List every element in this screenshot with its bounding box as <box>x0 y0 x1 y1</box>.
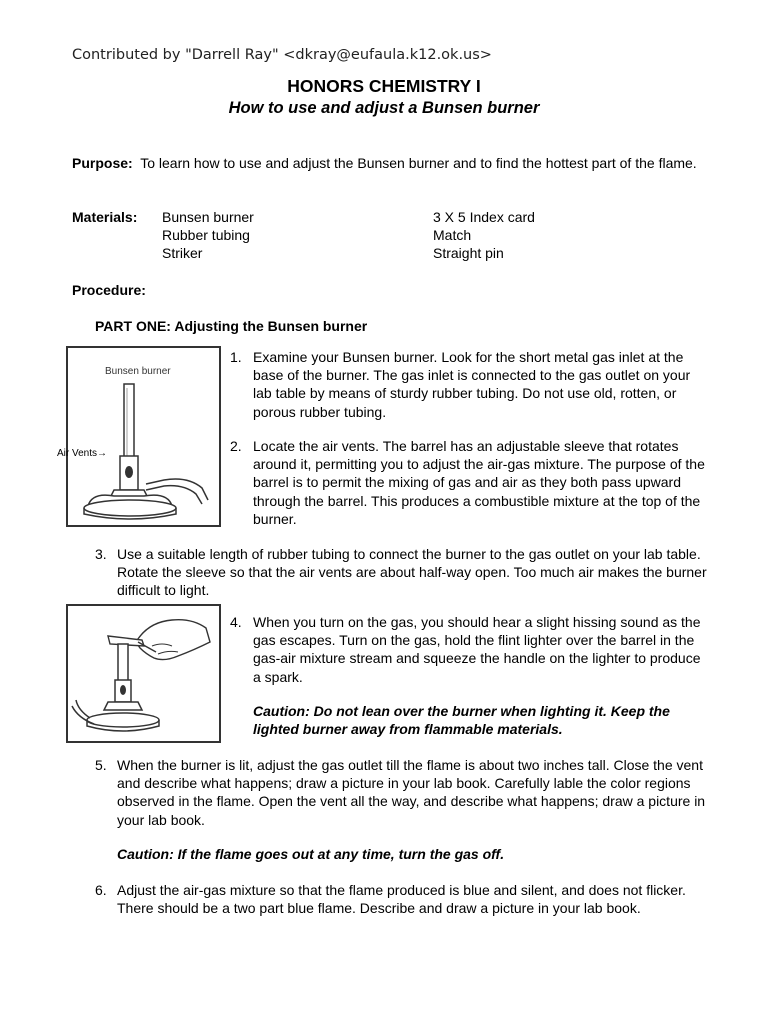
step-text: Adjust the air-gas mixture so that the flame produced is blue and silent, and does not flicker. There should be a two part blue flame. Describe and draw a picture in your lab book. <box>117 882 686 917</box>
step-number: 3. <box>95 546 107 562</box>
material-item: 3 X 5 Index card <box>433 209 535 225</box>
caution-text: Caution: If the flame goes out at any time, turn the gas off. <box>117 846 505 862</box>
material-item: Match <box>433 227 472 244</box>
material-item: Bunsen burner <box>162 209 254 225</box>
material-item: Straight pin <box>433 245 504 262</box>
purpose-text: To learn how to use and adjust the Bunsen burner and to find the hottest part of the flame. <box>140 155 697 171</box>
step-text: When you turn on the gas, you should hear a slight hissing sound as the gas escapes. Turn on the gas, hold the flint lighter over the barrel in the gas-air mixture stream and squeeze the handle on the lighter to produce a spark. <box>253 614 701 685</box>
page-subtitle: How to use and adjust a Bunsen burner <box>228 99 540 117</box>
step-number: 1. <box>230 349 242 365</box>
contributor-line: Contributed by "Darrell Ray" <dkray@eufaula.k12.ok.us> <box>72 47 492 63</box>
purpose-section <box>72 154 712 172</box>
bunsen-burner-illustration <box>68 348 219 525</box>
step-number: 2. <box>230 438 242 454</box>
step-text: Use a suitable length of rubber tubing to connect the burner to the gas outlet on your lab table. Rotate the sleeve so that the air vents are about half-way open. Too much air makes the burner difficult to light. <box>117 546 707 599</box>
step-number: 5. <box>95 757 107 773</box>
step-number: 4. <box>230 614 242 630</box>
step-text: Locate the air vents. The barrel has an adjustable sleeve that rotates around it, permitting you to adjust the air-gas mixture. The purpose of the barrel is to permit the mixing of gas and air as they both pass upward through the barrel. This produces a combustible mixture at the top of the burner. <box>253 438 705 527</box>
air-vents-text: Air Vents <box>57 448 98 459</box>
page-title: HONORS CHEMISTRY I <box>287 76 481 96</box>
caution-text: Caution: Do not lean over the burner when lighting it. Keep the lighted burner away from flammable materials. <box>253 703 670 738</box>
step-text: When the burner is lit, adjust the gas outlet till the flame is about two inches tall. Close the vent and describe what happens; draw a picture in your lab book. Carefully lable the color regions observed in the flame. Open the vent all the way, and describe what happens; draw a picture in your lab book. <box>117 757 706 828</box>
lighting-burner-illustration <box>68 606 219 741</box>
material-item: Rubber tubing <box>162 227 250 244</box>
step-number: 6. <box>95 882 107 898</box>
arrow-right-icon: → <box>97 448 108 459</box>
material-item: Striker <box>162 245 203 262</box>
step-text: Examine your Bunsen burner. Look for the short metal gas inlet at the base of the burner. The gas inlet is connected to the gas outlet on your lab table by means of sturdy rubber tubing. Do not use old, rotten, or porous rubber tubing. <box>253 349 691 420</box>
lighting-burner-figure <box>66 604 221 743</box>
air-vents-label <box>57 448 107 459</box>
materials-list-right <box>433 208 535 263</box>
figure-caption: Bunsen burner <box>105 366 171 377</box>
purpose-label: Purpose: <box>72 155 133 171</box>
bunsen-burner-figure <box>66 346 221 527</box>
materials-label: Materials: <box>72 209 138 225</box>
part-one-heading: PART ONE: Adjusting the Bunsen burner <box>95 318 368 334</box>
materials-list-left <box>162 208 254 263</box>
procedure-label: Procedure: <box>72 282 146 298</box>
